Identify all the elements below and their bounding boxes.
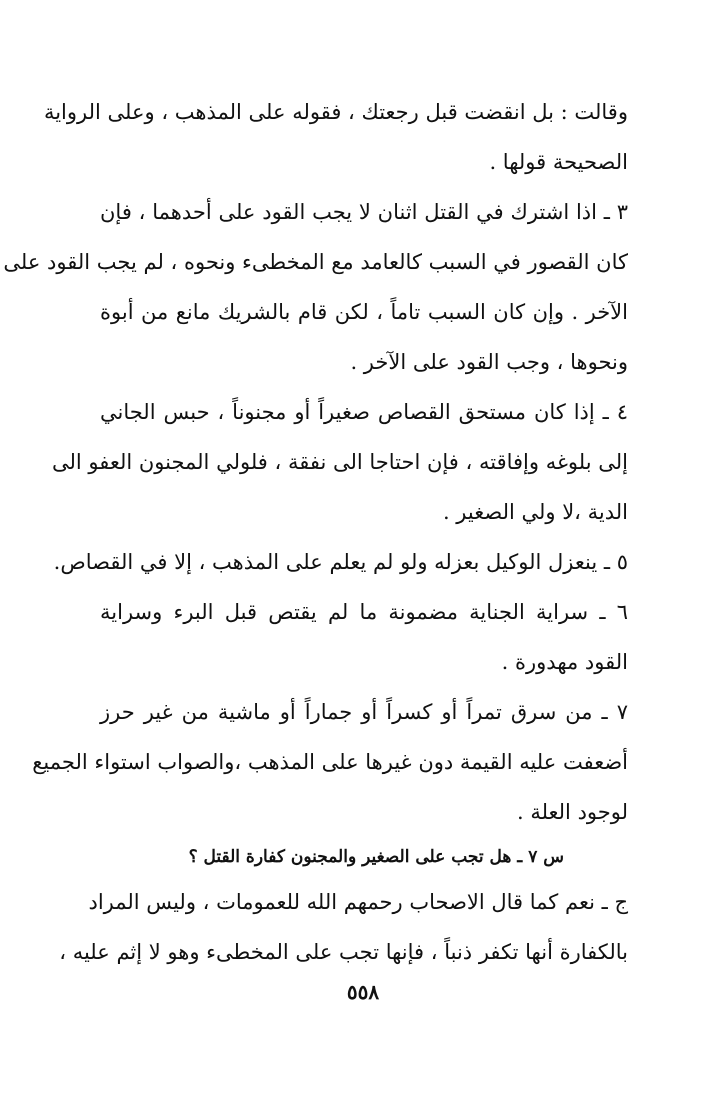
text-line: ٧ ـ من سرق تمراً أو كسراً أو جماراً أو ماشية من غير حرز: [100, 700, 628, 724]
text-line: ٣ ـ اذا اشترك في القتل اثنان لا يجب القود على أحدهما ، فإن: [100, 200, 628, 224]
text-line: الآخر . وإن كان السبب تاماً ، لكن قام بالشريك مانع من أبوة: [100, 300, 628, 324]
book-page-body: [3, 92, 628, 982]
text-line: إلى بلوغه وإفاقته ، فإن احتاجا الى نفقة ، فلولي المجنون العفو الى: [51, 450, 628, 474]
text-line: الدية ،لا ولي الصغير .: [442, 500, 628, 524]
text-line: وقالت : بل انقضت قبل رجعتك ، فقوله على المذهب ، وعلى الرواية: [43, 100, 628, 124]
text-line: ٥ ـ ينعزل الوكيل بعزله ولو لم يعلم على المذهب ، إلا في القصاص.: [53, 550, 628, 574]
text-line: أضعفت عليه القيمة دون غيرها على المذهب ،والصواب استواء الجميع: [32, 750, 628, 774]
text-line: القود مهدورة .: [501, 650, 628, 674]
text-line: ٦ ـ سراية الجناية مضمونة ما لم يقتص قبل البرء وسراية: [100, 600, 628, 624]
text-line: الصحيحة قولها .: [489, 150, 628, 174]
text-line: لوجود العلة .: [516, 800, 628, 824]
text-line: كان القصور في السبب كالعامد مع المخطىء ونحوه ، لم يجب القود على: [3, 250, 628, 274]
text-line: ونحوها ، وجب القود على الآخر .: [350, 350, 628, 374]
question-heading: س ٧ ـ هل تجب على الصغير والمجنون كفارة القتل ؟: [188, 847, 564, 867]
answer-line: بالكفارة أنها تكفر ذنباً ، فإنها تجب على المخطىء وهو لا إثم عليه ،: [59, 940, 628, 964]
page-number: ٥٥٨: [346, 980, 380, 1004]
text-line: ٤ ـ إذا كان مستحق القصاص صغيراً أو مجنوناً ، حبس الجاني: [100, 400, 628, 424]
answer-line: ج ـ نعم كما قال الاصحاب رحمهم الله للعمومات ، وليس المراد: [88, 890, 628, 914]
